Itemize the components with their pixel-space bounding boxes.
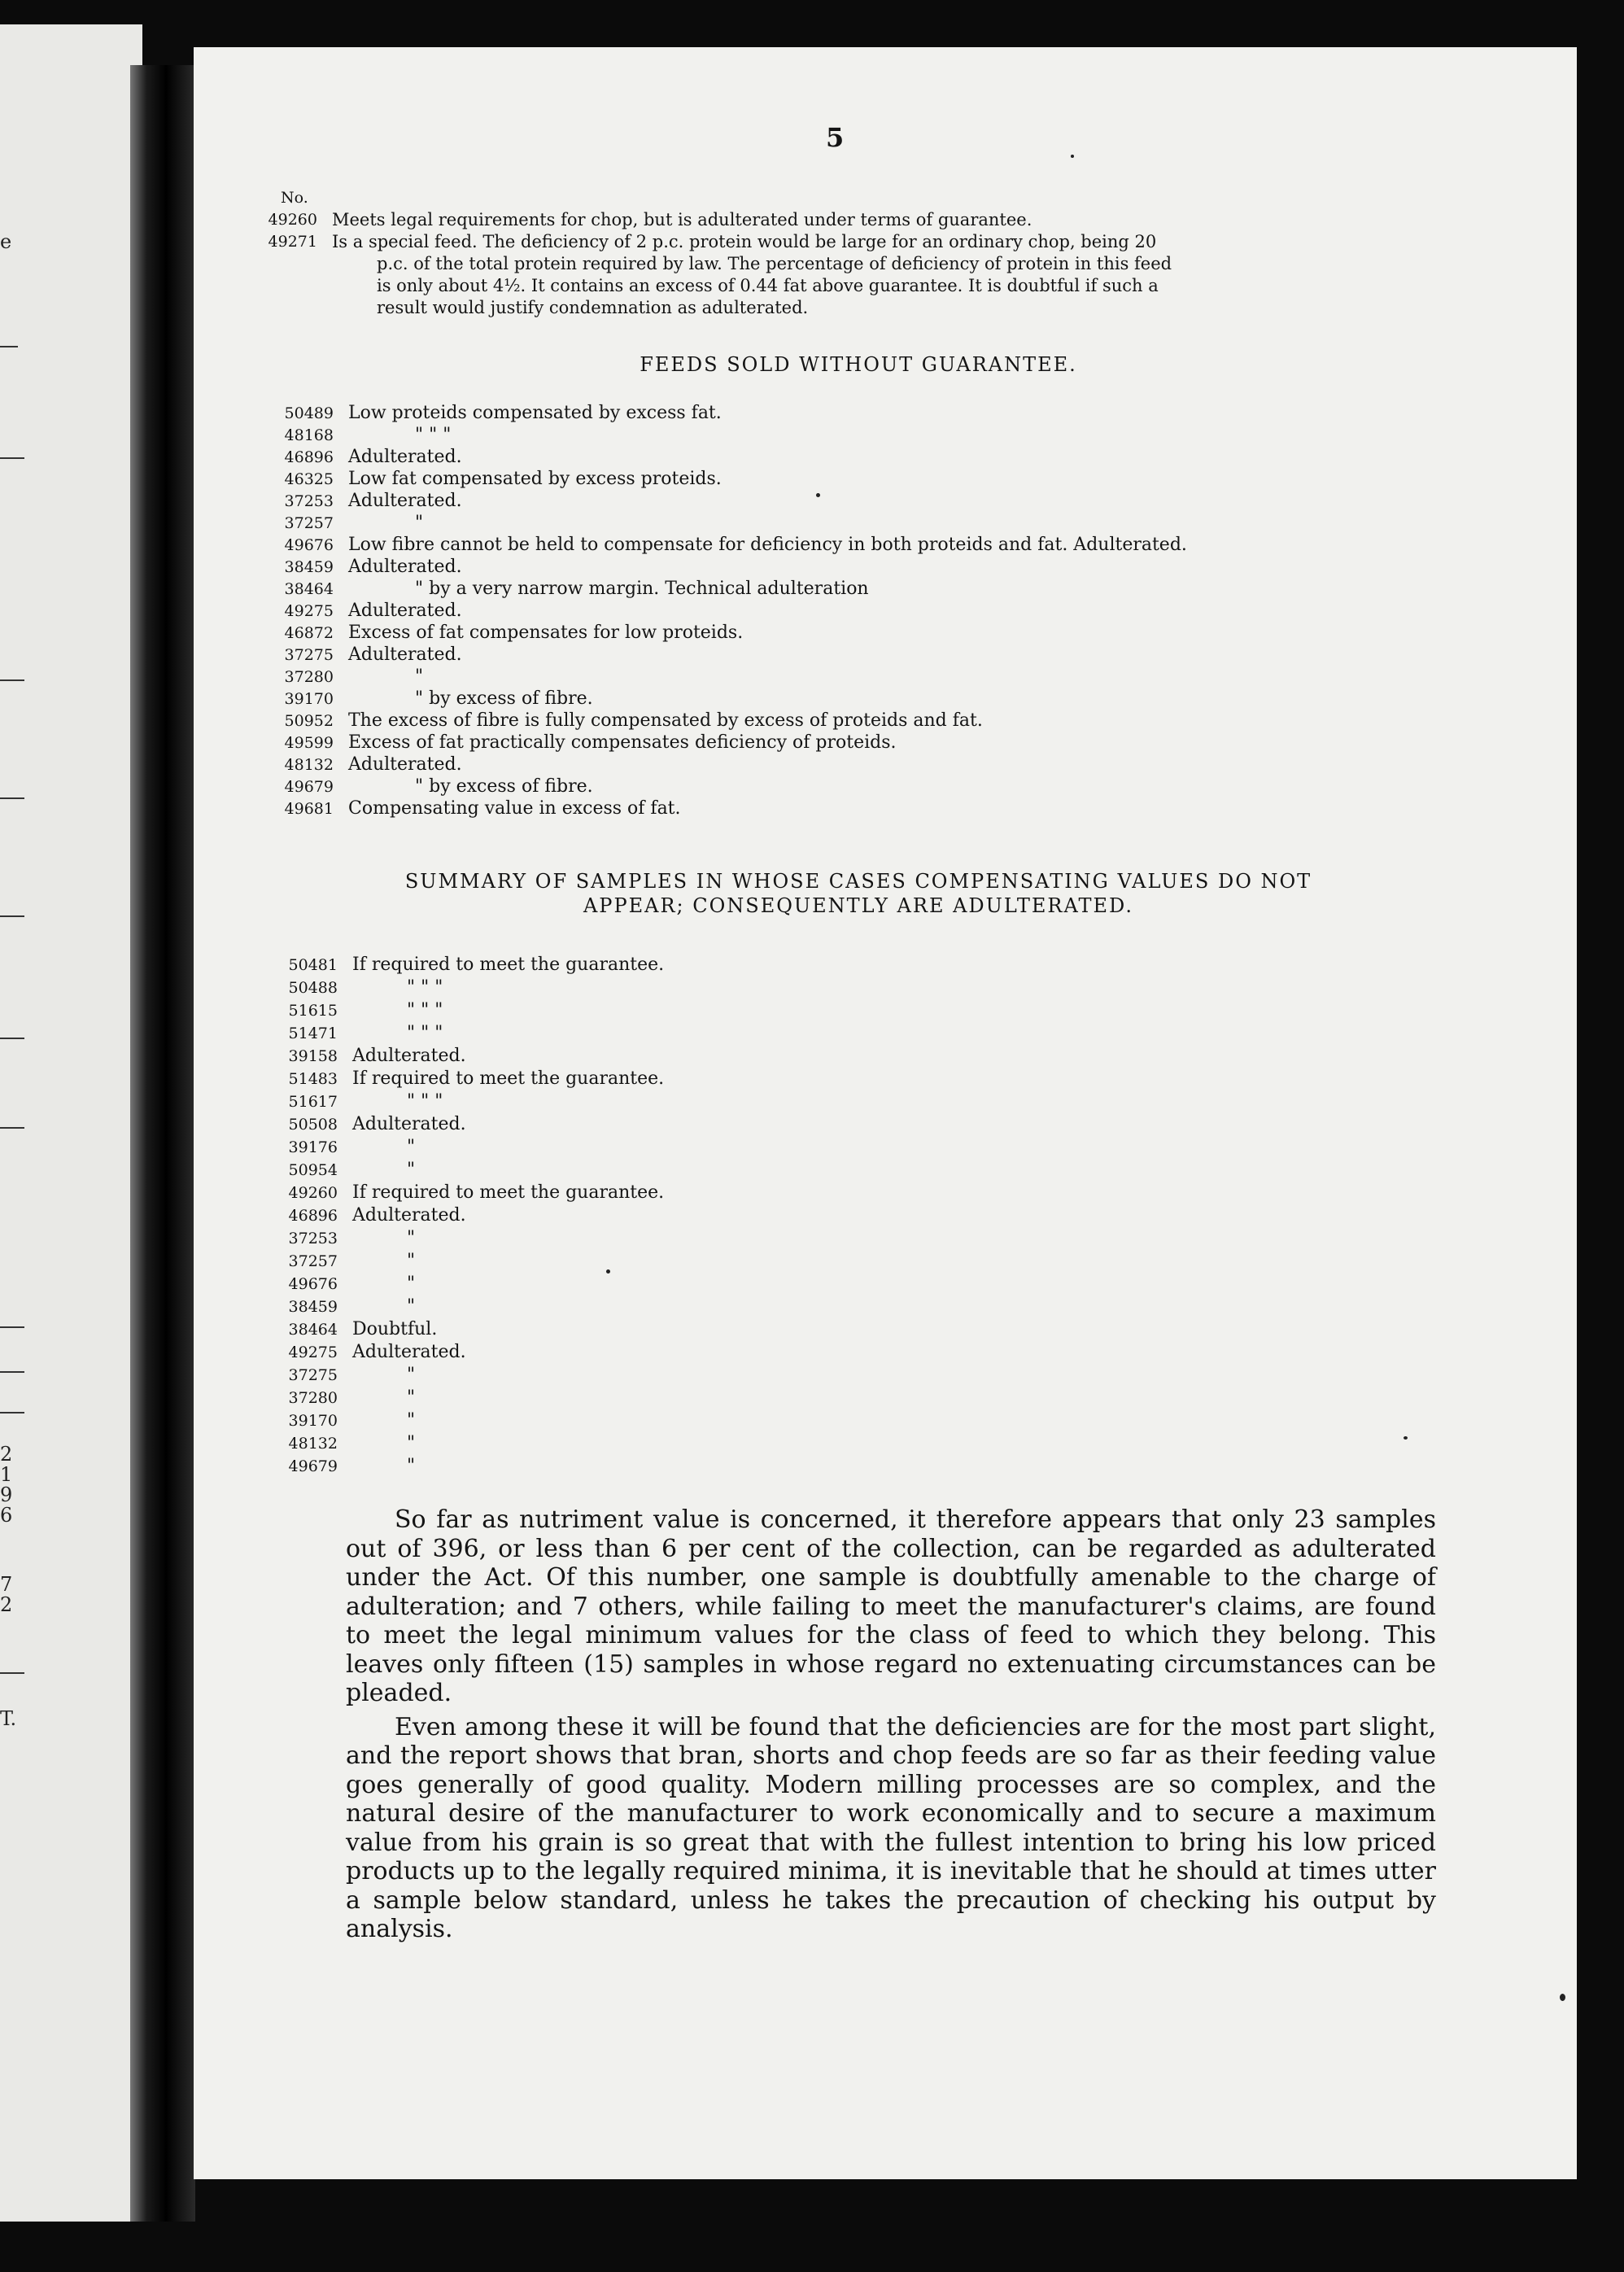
sample-number: 37275: [284, 646, 334, 664]
sample-note: If required to meet the guarantee.: [352, 1182, 665, 1203]
sample-note: ": [407, 1296, 416, 1317]
sample-note: ": [407, 1456, 416, 1476]
scan-speck: [816, 493, 820, 497]
sample-note: ": [407, 1387, 416, 1408]
left-page-rule: [0, 1412, 24, 1413]
sample-note: ": [407, 1410, 416, 1431]
left-page-mark: e: [0, 230, 12, 253]
sample-number: 51483: [288, 1070, 338, 1088]
left-page-rule: [0, 915, 24, 917]
sample-number: 46872: [284, 624, 334, 642]
sample-note: Adulterated.: [352, 1205, 466, 1226]
summary-heading-line-1: SUMMARY OF SAMPLES IN WHOSE CASES COMPENSATING VALUES DO NOT: [404, 870, 1312, 893]
sample-number: 50489: [284, 404, 334, 422]
sample-number: 37253: [284, 492, 334, 510]
sample-number: 49681: [284, 800, 334, 818]
left-page-rule: [0, 1127, 24, 1129]
sample-note: ": [415, 513, 424, 533]
paragraph: [346, 1505, 1436, 1708]
sample-note: ": [407, 1251, 416, 1271]
left-page-mark: T.: [0, 1707, 17, 1730]
sample-note: The excess of fibre is fully compensated by excess of proteids and fat.: [348, 710, 983, 731]
sample-number: 46896: [284, 448, 334, 466]
left-facing-page: [0, 24, 142, 2222]
sample-number: 50488: [288, 979, 338, 997]
sample-number: 38459: [284, 558, 334, 576]
scan-speck: [606, 1269, 610, 1274]
left-page-rule: [0, 1038, 24, 1039]
sample-note: " by a very narrow margin. Technical adulteration: [415, 579, 869, 599]
sample-number: 49679: [288, 1457, 338, 1475]
sample-note: Adulterated.: [348, 557, 462, 577]
sample-number: 49676: [288, 1275, 338, 1293]
sample-number: 48132: [284, 756, 334, 774]
left-page-rule: [0, 346, 18, 347]
left-page-mark: 1: [0, 1463, 13, 1486]
book-binding: [130, 65, 195, 2222]
sample-number: 50508: [288, 1116, 338, 1134]
no-label: No.: [281, 189, 308, 207]
left-page-mark: 9: [0, 1483, 13, 1506]
section-heading: FEEDS SOLD WITHOUT GUARANTEE.: [640, 353, 1077, 376]
sample-number: 37257: [288, 1252, 338, 1270]
sample-number: 49679: [284, 778, 334, 796]
sample-note: " " ": [407, 1023, 443, 1043]
sample-note: Excess of fat compensates for low proteids.: [348, 623, 744, 643]
intro-text: Meets legal requirements for chop, but is adulterated under terms of guarantee.: [332, 210, 1032, 229]
left-page-rule: [0, 1371, 24, 1373]
left-page-rule: [0, 457, 24, 459]
sample-note: Adulterated.: [348, 491, 462, 511]
sample-number: 49275: [288, 1344, 338, 1361]
sample-number: 39176: [288, 1138, 338, 1156]
sample-note: Adulterated.: [348, 754, 462, 775]
sample-number: 48132: [288, 1435, 338, 1453]
sample-number: 49260: [288, 1184, 338, 1202]
sample-number: 50954: [288, 1161, 338, 1179]
sample-number: 51471: [288, 1025, 338, 1042]
sample-note: Adulterated.: [348, 644, 462, 665]
sample-number: 49260: [268, 211, 317, 229]
sample-note: ": [407, 1137, 416, 1157]
sample-note: If required to meet the guarantee.: [352, 1068, 665, 1089]
sample-note: Low fat compensated by excess proteids.: [348, 469, 722, 489]
sample-number: 49271: [268, 233, 317, 251]
sample-note: " " ": [407, 977, 443, 998]
left-page-rule: [0, 797, 24, 799]
sample-number: 38459: [288, 1298, 338, 1316]
left-page-mark: 6: [0, 1504, 13, 1527]
sample-note: Doubtful.: [352, 1319, 438, 1339]
sample-note: " " ": [407, 1091, 443, 1112]
sample-note: Adulterated.: [348, 447, 462, 467]
page-number: 5: [826, 122, 845, 153]
sample-number: 38464: [284, 580, 334, 598]
sample-note: " by excess of fibre.: [415, 688, 593, 709]
sample-number: 49599: [284, 734, 334, 752]
sample-note: Adulterated.: [352, 1046, 466, 1066]
sample-number: 37257: [284, 514, 334, 532]
sample-number: 48168: [284, 426, 334, 444]
paragraph: [346, 1713, 1436, 1944]
sample-note: Low fibre cannot be held to compensate for deficiency in both proteids and fat. Adulterated.: [348, 535, 1187, 555]
left-page-mark: 2: [0, 1593, 13, 1616]
sample-note: Adulterated.: [348, 601, 462, 621]
sample-number: 49275: [284, 602, 334, 620]
summary-heading-line-2: APPEAR; CONSEQUENTLY ARE ADULTERATED.: [583, 894, 1134, 917]
sample-number: 37253: [288, 1230, 338, 1247]
sample-number: 46896: [288, 1207, 338, 1225]
sample-number: 37280: [284, 668, 334, 686]
left-page-rule: [0, 1672, 24, 1674]
sample-number: 50481: [288, 956, 338, 974]
sample-number: 39170: [284, 690, 334, 708]
sample-note: ": [407, 1365, 416, 1385]
sample-note: Low proteids compensated by excess fat.: [348, 403, 722, 423]
sample-note: Compensating value in excess of fat.: [348, 798, 681, 819]
sample-number: 49676: [284, 536, 334, 554]
intro-text: Is a special feed. The deficiency of 2 p.c. protein would be large for an ordinary chop, being 20: [332, 232, 1157, 251]
scan-speck: [1560, 1994, 1565, 2001]
sample-note: ": [407, 1228, 416, 1248]
sample-number: 37275: [288, 1366, 338, 1384]
paragraph-text: Even among these it will be found that the deficiencies are for the most part slight, and the report shows that bran, shorts and chop feeds are so far as their feeding value goes generally of good quality. Modern milling processes are so complex, and the natural desire of the manufacturer to work economically and to secure a maximum value from his grain is so great that with the fullest intention to bring his low priced products up to the legally required minima, it is inevitable that he should at times utter a sample below standard, unless he takes the precaution of checking his output by analysis.: [346, 1712, 1436, 1943]
sample-number: 51615: [288, 1002, 338, 1020]
sample-number: 50952: [284, 712, 334, 730]
intro-text: result would justify condemnation as adulterated.: [377, 298, 809, 317]
paragraph-text: So far as nutriment value is concerned, it therefore appears that only 23 samples out of 396, or less than 6 per cent of the collection, can be regarded as adulterated under the Act. Of this number, one sample is doubtfully amenable to the charge of adulteration; and 7 others, while failing to meet the manufacturer's claims, are found to meet the legal minimum values for the class of feed to which they belong. This leaves only fifteen (15) samples in whose regard no extenuating circumstances can be pleaded.: [346, 1505, 1436, 1707]
intro-text: p.c. of the total protein required by law. The percentage of deficiency of protein in this feed: [377, 254, 1172, 273]
body-text: [346, 1505, 1436, 1944]
sample-note: If required to meet the guarantee.: [352, 955, 665, 975]
sample-note: ": [407, 1433, 416, 1453]
left-page-rule: [0, 1326, 24, 1328]
sample-number: 37280: [288, 1389, 338, 1407]
left-page-mark: 7: [0, 1573, 13, 1596]
intro-text: is only about 4½. It contains an excess of 0.44 fat above guarantee. It is doubtful if such a: [377, 276, 1159, 295]
sample-note: " " ": [415, 425, 452, 445]
sample-number: 39158: [288, 1047, 338, 1065]
sample-number: 38464: [288, 1321, 338, 1339]
sample-number: 46325: [284, 470, 334, 488]
sample-note: Excess of fat practically compensates deficiency of proteids.: [348, 732, 897, 753]
sample-note: Adulterated.: [352, 1342, 466, 1362]
sample-note: Adulterated.: [352, 1114, 466, 1134]
sample-note: " " ": [407, 1000, 443, 1020]
left-page-mark: 2: [0, 1443, 13, 1466]
left-page-rule: [0, 679, 24, 681]
scan-speck: [1071, 155, 1074, 158]
sample-number: 39170: [288, 1412, 338, 1430]
scan-speck: [1404, 1436, 1408, 1440]
sample-note: ": [407, 1160, 416, 1180]
sample-number: 51617: [288, 1093, 338, 1111]
sample-note: ": [415, 666, 424, 687]
sample-note: ": [407, 1274, 416, 1294]
sample-note: " by excess of fibre.: [415, 776, 593, 797]
